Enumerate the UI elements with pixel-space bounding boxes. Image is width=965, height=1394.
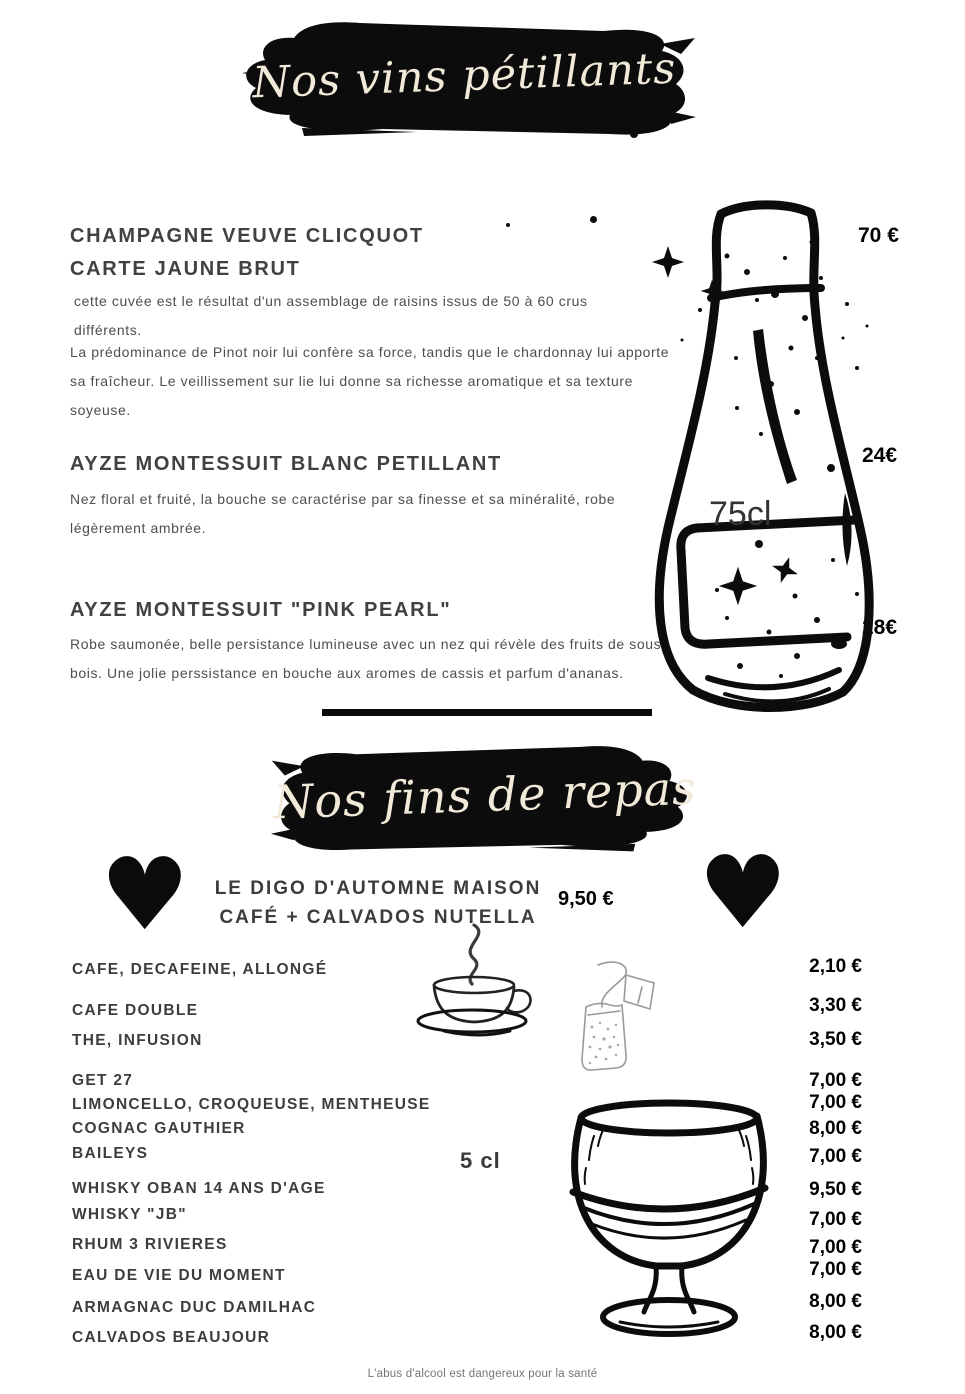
wine-description-champagne-p1: cette cuvée est le résultat d'un assemblage de raisins issus de 50 à 60 crus différents. [74, 293, 588, 338]
menu-item-label: CAFE DOUBLE [72, 1002, 199, 1019]
menu-item-price: 9,50 € [809, 1179, 862, 1200]
champagne-bottle-icon [605, 198, 965, 723]
section-divider [322, 709, 652, 716]
menu-item-label: RHUM 3 RIVIERES [72, 1236, 228, 1253]
wine-price-ayze-blanc: 24€ [862, 444, 898, 467]
ink-speck [506, 223, 510, 227]
menu-item-label: ARMAGNAC DUC DAMILHAC [72, 1299, 317, 1316]
menu-item-label: THE, INFUSION [72, 1032, 203, 1049]
menu-item-label: CALVADOS BEAUJOUR [72, 1329, 271, 1346]
wine-description-ayze-pink: Robe saumonée, belle persistance lumineuse avec un nez qui révèle des fruits de sous bois. Une jolie perssistance en bouche aux aromes de cassis et parfum d'ananas. [70, 636, 662, 681]
wine-entry-ayze-blanc-title: AYZE MONTESSUIT BLANC PETILLANT [70, 453, 502, 475]
wine-title-line1: CHAMPAGNE VEUVE CLICQUOT [70, 225, 424, 247]
menu-item-price: 7,00 € [809, 1092, 862, 1113]
wine-description-ayze-blanc: Nez floral et fruité, la bouche se caractérise par sa finesse et sa minéralité, robe légèrement ambrée. [70, 491, 616, 536]
wine-price-champagne: 70 € [858, 224, 899, 247]
menu-item-label: WHISKY "JB" [72, 1206, 187, 1223]
menu-item-price: 7,00 € [809, 1146, 862, 1167]
after-meal-banner-title: Nos fins de repas [272, 760, 698, 830]
menu-item-label: WHISKY OBAN 14 ANS D'AGE [72, 1180, 326, 1197]
serving-size-label: 5 cl [460, 1148, 501, 1173]
menu-item-label: CAFE, DECAFEINE, ALLONGÉ [72, 961, 328, 978]
sparkling-wines-banner [232, 18, 697, 143]
menu-item-label: COGNAC GAUTHIER [72, 1120, 246, 1137]
special-item-title-line1: LE DIGO D'AUTOMNE MAISON [214, 878, 542, 899]
menu-item-label: GET 27 [72, 1072, 134, 1089]
menu-item-label: EAU DE VIE DU MOMENT [72, 1267, 286, 1284]
tea-bag-icon [560, 955, 675, 1080]
heart-icon: ♥ [698, 834, 788, 951]
wine-description-champagne-p2: La prédominance de Pinot noir lui confère sa force, tandis que le chardonnay lui apporte sa fraîcheur. Le veillissement sur lie lui donne sa richesse aromatique et sa texture soyeuse. [70, 344, 670, 418]
wine-entry-ayze-pink-title: AYZE MONTESSUIT "PINK PEARL" [70, 599, 452, 621]
wine-price-ayze-pink: 28€ [862, 616, 898, 639]
menu-item-price: 7,00 € [809, 1259, 862, 1280]
menu-item-price: 8,00 € [809, 1291, 862, 1312]
menu-item-price: 7,00 € [809, 1237, 862, 1258]
bottle-size-label: 75cl [709, 495, 772, 533]
menu-item-label: BAILEYS [72, 1145, 149, 1162]
sparkling-wines-banner-title: Nos vins pétillants [251, 43, 678, 108]
menu-item-price: 2,10 € [809, 956, 862, 977]
coffee-cup-icon [410, 921, 545, 1039]
wine-entry-champagne-title [70, 220, 424, 286]
menu-item-price: 8,00 € [809, 1118, 862, 1139]
special-item-title-line2: CAFÉ + CALVADOS NUTELLA [219, 907, 537, 928]
menu-item-price: 3,50 € [809, 1029, 862, 1050]
menu-item-label: LIMONCELLO, CROQUEUSE, MENTHEUSE [72, 1096, 431, 1113]
special-item-price: 9,50 € [558, 888, 614, 910]
menu-item-price: 3,30 € [809, 995, 862, 1016]
menu-item-price: 8,00 € [809, 1322, 862, 1343]
heart-icon: ♥ [100, 836, 190, 953]
footer-warning: L'abus d'alcool est dangereux pour la santé [367, 1368, 598, 1380]
menu-item-price: 7,00 € [809, 1070, 862, 1091]
after-meal-banner [270, 740, 700, 860]
ink-speck [590, 216, 597, 223]
wine-title-line2: CARTE JAUNE BRUT [70, 258, 301, 280]
menu-item-price: 7,00 € [809, 1209, 862, 1230]
